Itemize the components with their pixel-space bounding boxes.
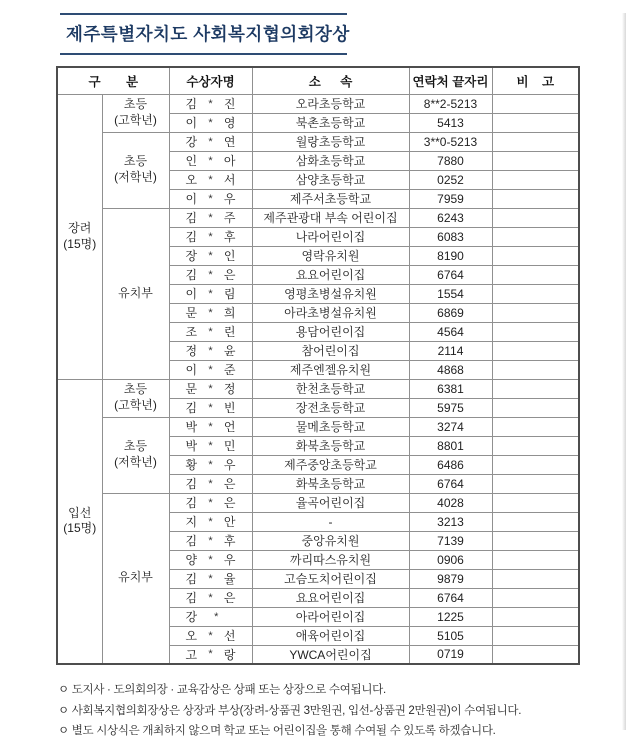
phone-cell: 4564 bbox=[409, 322, 492, 341]
org-cell: 월랑초등학교 bbox=[252, 132, 409, 151]
org-cell: 제주중앙초등학교 bbox=[252, 455, 409, 474]
name-cell: 고 * 랑 bbox=[169, 645, 252, 664]
phone-cell: 1225 bbox=[409, 607, 492, 626]
org-cell: 화북초등학교 bbox=[252, 436, 409, 455]
org-cell: - bbox=[252, 512, 409, 531]
note-cell bbox=[492, 645, 579, 664]
note-cell bbox=[492, 379, 579, 398]
note-cell bbox=[492, 417, 579, 436]
note-cell bbox=[492, 455, 579, 474]
subgroup-cell: 유치부 bbox=[102, 493, 169, 664]
name-cell: 이 * 영 bbox=[169, 113, 252, 132]
name-cell: 김 * 후 bbox=[169, 531, 252, 550]
note-cell bbox=[492, 588, 579, 607]
note-cell bbox=[492, 626, 579, 645]
org-cell: 까리따스유치원 bbox=[252, 550, 409, 569]
col-header-category: 구 분 bbox=[57, 67, 169, 94]
name-cell: 장 * 인 bbox=[169, 246, 252, 265]
org-cell: 북촌초등학교 bbox=[252, 113, 409, 132]
phone-cell: 8**2-5213 bbox=[409, 94, 492, 113]
phone-cell: 5975 bbox=[409, 398, 492, 417]
note-cell bbox=[492, 569, 579, 588]
group-cell: 입선 (15명) bbox=[57, 379, 102, 664]
name-cell: 정 * 윤 bbox=[169, 341, 252, 360]
header-row bbox=[57, 67, 579, 94]
phone-cell: 6381 bbox=[409, 379, 492, 398]
name-cell: 김 * 율 bbox=[169, 569, 252, 588]
org-cell: YWCA어린이집 bbox=[252, 645, 409, 664]
name-cell: 인 * 아 bbox=[169, 151, 252, 170]
table-row bbox=[57, 94, 579, 113]
org-cell: 아라초병설유치원 bbox=[252, 303, 409, 322]
org-cell: 율곡어린이집 bbox=[252, 493, 409, 512]
name-cell: 김 * 은 bbox=[169, 474, 252, 493]
phone-cell: 4028 bbox=[409, 493, 492, 512]
table-row bbox=[57, 379, 579, 398]
phone-cell: 1554 bbox=[409, 284, 492, 303]
org-cell: 요요어린이집 bbox=[252, 588, 409, 607]
note-cell bbox=[492, 227, 579, 246]
note-cell bbox=[492, 493, 579, 512]
phone-cell: 9879 bbox=[409, 569, 492, 588]
subgroup-cell: 초등 (저학년) bbox=[102, 417, 169, 493]
name-cell: 김 * 은 bbox=[169, 265, 252, 284]
phone-cell: 0719 bbox=[409, 645, 492, 664]
note-cell bbox=[492, 113, 579, 132]
org-cell: 제주관광대 부속 어린이집 bbox=[252, 208, 409, 227]
phone-cell: 6764 bbox=[409, 265, 492, 284]
footnote: ㅇ 별도 시상식은 개최하지 않으며 학교 또는 어린이집을 통해 수여될 수 있도록 하겠습니다. bbox=[58, 725, 496, 737]
subgroup-cell: 유치부 bbox=[102, 208, 169, 379]
name-cell: 김 * 진 bbox=[169, 94, 252, 113]
phone-cell: 6764 bbox=[409, 474, 492, 493]
org-cell: 애육어린이집 bbox=[252, 626, 409, 645]
subgroup-cell: 초등 (고학년) bbox=[102, 379, 169, 417]
awards-table bbox=[56, 66, 580, 665]
note-cell bbox=[492, 550, 579, 569]
name-cell: 문 * 정 bbox=[169, 379, 252, 398]
table-row bbox=[57, 493, 579, 512]
name-cell: 양 * 우 bbox=[169, 550, 252, 569]
note-cell bbox=[492, 94, 579, 113]
phone-cell: 6869 bbox=[409, 303, 492, 322]
name-cell: 문 * 희 bbox=[169, 303, 252, 322]
note-cell bbox=[492, 265, 579, 284]
note-cell bbox=[492, 151, 579, 170]
note-cell bbox=[492, 132, 579, 151]
phone-cell: 5105 bbox=[409, 626, 492, 645]
org-cell: 아라어린이집 bbox=[252, 607, 409, 626]
org-cell: 한천초등학교 bbox=[252, 379, 409, 398]
phone-cell: 4868 bbox=[409, 360, 492, 379]
org-cell: 중앙유치원 bbox=[252, 531, 409, 550]
table-row bbox=[57, 132, 579, 151]
phone-cell: 6083 bbox=[409, 227, 492, 246]
name-cell: 김 * 후 bbox=[169, 227, 252, 246]
name-cell: 김 * 은 bbox=[169, 493, 252, 512]
org-cell: 물메초등학교 bbox=[252, 417, 409, 436]
name-cell: 김 * 빈 bbox=[169, 398, 252, 417]
footnote: ㅇ 사회복지협의회장상은 상장과 부상(장려-상품권 3만원권, 입선-상품권 2만원권)이 수여됩니다. bbox=[58, 704, 522, 717]
phone-cell: 3**0-5213 bbox=[409, 132, 492, 151]
col-header-affiliation: 소 속 bbox=[252, 67, 409, 94]
table-row bbox=[57, 208, 579, 227]
note-cell bbox=[492, 284, 579, 303]
phone-cell: 7959 bbox=[409, 189, 492, 208]
note-cell bbox=[492, 303, 579, 322]
phone-cell: 6486 bbox=[409, 455, 492, 474]
note-cell bbox=[492, 189, 579, 208]
name-cell: 황 * 우 bbox=[169, 455, 252, 474]
org-cell: 제주엔젤유치원 bbox=[252, 360, 409, 379]
org-cell: 영평초병설유치원 bbox=[252, 284, 409, 303]
note-cell bbox=[492, 512, 579, 531]
note-cell bbox=[492, 341, 579, 360]
note-cell bbox=[492, 436, 579, 455]
col-header-contact: 연락처 끝자리 bbox=[409, 67, 492, 94]
phone-cell: 0252 bbox=[409, 170, 492, 189]
col-header-winner-name: 수상자명 bbox=[169, 67, 252, 94]
phone-cell: 3274 bbox=[409, 417, 492, 436]
phone-cell: 8190 bbox=[409, 246, 492, 265]
name-cell: 오 * 선 bbox=[169, 626, 252, 645]
footnote: ㅇ 도지사 · 도의회의장 · 교육감상은 상패 또는 상장으로 수여됩니다. bbox=[58, 684, 386, 696]
phone-cell: 6764 bbox=[409, 588, 492, 607]
col-header-remarks: 비 고 bbox=[492, 67, 579, 94]
phone-cell: 2114 bbox=[409, 341, 492, 360]
name-cell: 강 * bbox=[169, 607, 252, 626]
phone-cell: 6243 bbox=[409, 208, 492, 227]
name-cell: 박 * 민 bbox=[169, 436, 252, 455]
subgroup-cell: 초등 (저학년) bbox=[102, 132, 169, 208]
note-cell bbox=[492, 607, 579, 626]
name-cell: 박 * 언 bbox=[169, 417, 252, 436]
note-cell bbox=[492, 208, 579, 227]
scan-page-edge bbox=[622, 13, 626, 730]
org-cell: 화북초등학교 bbox=[252, 474, 409, 493]
title-block bbox=[60, 13, 350, 55]
org-cell: 장전초등학교 bbox=[252, 398, 409, 417]
note-cell bbox=[492, 398, 579, 417]
phone-cell: 7139 bbox=[409, 531, 492, 550]
name-cell: 강 * 연 bbox=[169, 132, 252, 151]
note-cell bbox=[492, 170, 579, 189]
org-cell: 용담어린이집 bbox=[252, 322, 409, 341]
org-cell: 오라초등학교 bbox=[252, 94, 409, 113]
name-cell: 이 * 준 bbox=[169, 360, 252, 379]
note-cell bbox=[492, 531, 579, 550]
group-cell: 장려 (15명) bbox=[57, 94, 102, 379]
phone-cell: 8801 bbox=[409, 436, 492, 455]
org-cell: 삼화초등학교 bbox=[252, 151, 409, 170]
note-cell bbox=[492, 360, 579, 379]
name-cell: 오 * 서 bbox=[169, 170, 252, 189]
org-cell: 삼양초등학교 bbox=[252, 170, 409, 189]
phone-cell: 0906 bbox=[409, 550, 492, 569]
name-cell: 이 * 우 bbox=[169, 189, 252, 208]
org-cell: 고슴도치어린이집 bbox=[252, 569, 409, 588]
page-title: 제주특별자치도 사회복지협의회장상 bbox=[66, 24, 350, 44]
org-cell: 참어린이집 bbox=[252, 341, 409, 360]
note-cell bbox=[492, 246, 579, 265]
org-cell: 제주서초등학교 bbox=[252, 189, 409, 208]
footnotes bbox=[58, 681, 626, 738]
subgroup-cell: 초등 (고학년) bbox=[102, 94, 169, 132]
name-cell: 지 * 안 bbox=[169, 512, 252, 531]
awards-table-body bbox=[57, 94, 579, 664]
phone-cell: 5413 bbox=[409, 113, 492, 132]
note-cell bbox=[492, 474, 579, 493]
name-cell: 이 * 림 bbox=[169, 284, 252, 303]
org-cell: 요요어린이집 bbox=[252, 265, 409, 284]
table-header bbox=[57, 67, 579, 94]
name-cell: 김 * 은 bbox=[169, 588, 252, 607]
phone-cell: 7880 bbox=[409, 151, 492, 170]
org-cell: 나라어린이집 bbox=[252, 227, 409, 246]
note-cell bbox=[492, 322, 579, 341]
name-cell: 김 * 주 bbox=[169, 208, 252, 227]
name-cell: 조 * 린 bbox=[169, 322, 252, 341]
table-row bbox=[57, 417, 579, 436]
phone-cell: 3213 bbox=[409, 512, 492, 531]
org-cell: 영락유치원 bbox=[252, 246, 409, 265]
